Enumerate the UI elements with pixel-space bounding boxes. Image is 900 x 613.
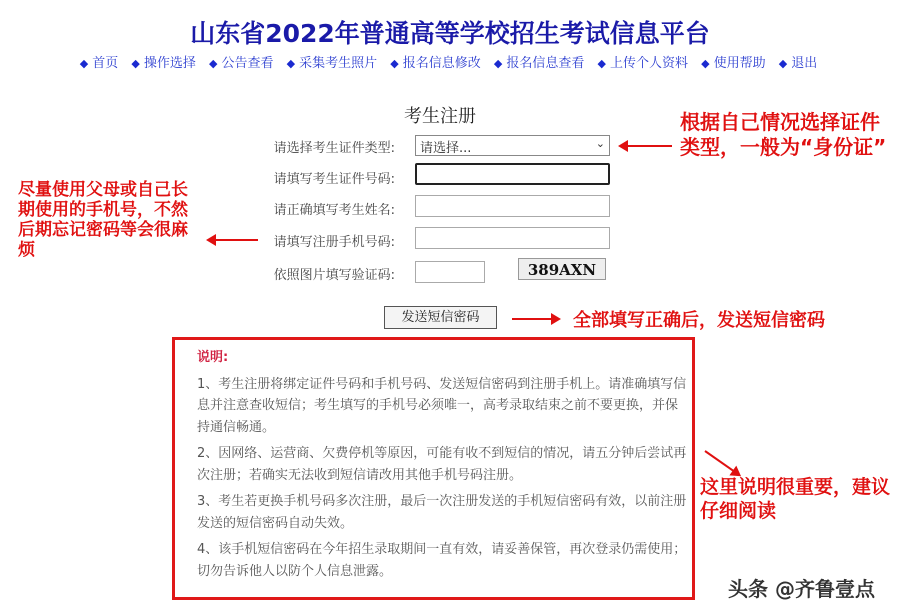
note-item: 1、考生注册将绑定证件号码和手机号码、发送短信密码到注册手机上。请准确填写信息并注意查收短信；考生填写的手机号必须唯一，高考录取结束之前不要更换，并保持通信畅通。 (197, 376, 687, 435)
nav-edit-info[interactable]: ◆ 报名信息修改 (390, 56, 481, 71)
annotation-notes: 这里说明很重要，建议仔细阅读 (700, 476, 891, 522)
nav-help[interactable]: ◆ 使用帮助 (701, 56, 766, 71)
note-item: 3、考生若更换手机号码多次注册，最后一次注册发送的手机短信密码有效，以前注册发送的短信密码自动失效。 (197, 494, 687, 531)
page-title: 山东省2022年普通高等学校招生考试信息平台 (190, 19, 710, 48)
phone-input[interactable] (415, 227, 610, 249)
annotation-id-type: 根据自己情况选择证件类型，一般为“身份证” (680, 110, 887, 159)
captcha-input[interactable] (415, 261, 485, 283)
top-nav (0, 52, 900, 71)
arrow-right-icon (512, 318, 557, 320)
name-input[interactable] (415, 195, 610, 217)
nav-announcements[interactable]: ◆ 公告查看 (209, 56, 274, 71)
nav-logout[interactable]: ◆ 退出 (778, 56, 818, 71)
captcha-image[interactable]: 389AXN (518, 258, 606, 280)
arrow-left-icon (210, 239, 258, 241)
note-item: 2、因网络、运营商、欠费停机等原因，可能有收不到短信的情况，请五分钟后尝试再次注册；若确实无法收到短信请改用其他手机号码注册。 (197, 446, 687, 483)
phone-label: 请填写注册手机号码: (273, 235, 395, 250)
id-type-select[interactable]: 请选择... ⌄ (415, 135, 610, 156)
chevron-down-icon: ⌄ (595, 137, 605, 150)
arrow-left-icon (622, 145, 672, 147)
id-number-label: 请填写考生证件号码: (273, 172, 395, 187)
notes-section (197, 347, 687, 587)
name-label: 请正确填写考生姓名: (273, 203, 395, 218)
nav-upload[interactable]: ◆ 上传个人资料 (597, 56, 688, 71)
nav-operation-select[interactable]: ◆ 操作选择 (131, 56, 196, 71)
note-item: 4、该手机短信密码在今年招生录取期间一直有效，请妥善保管，再次登录仍需使用；切勿告诉他人以防个人信息泄露。 (197, 542, 687, 579)
watermark: 头条 @齐鲁壹点 (728, 577, 875, 601)
captcha-label: 依照图片填写验证码: (273, 268, 395, 283)
send-sms-button[interactable]: 发送短信密码 (384, 306, 497, 329)
nav-view-info[interactable]: ◆ 报名信息查看 (493, 56, 585, 71)
arrow-down-right-icon (704, 450, 738, 475)
form-title: 考生注册 (404, 106, 476, 127)
nav-home[interactable]: ◆ 首页 (79, 56, 119, 71)
annotation-phone: 尽量使用父母或自己长期使用的手机号，不然后期忘记密码等会很麻烦 (18, 180, 188, 260)
id-type-label: 请选择考生证件类型: (273, 141, 395, 156)
annotation-send: 全部填写正确后，发送短信密码 (573, 310, 825, 331)
nav-photo[interactable]: ◆ 采集考生照片 (286, 56, 378, 71)
id-number-input[interactable] (415, 163, 610, 185)
notes-heading: 说明: (197, 350, 229, 365)
